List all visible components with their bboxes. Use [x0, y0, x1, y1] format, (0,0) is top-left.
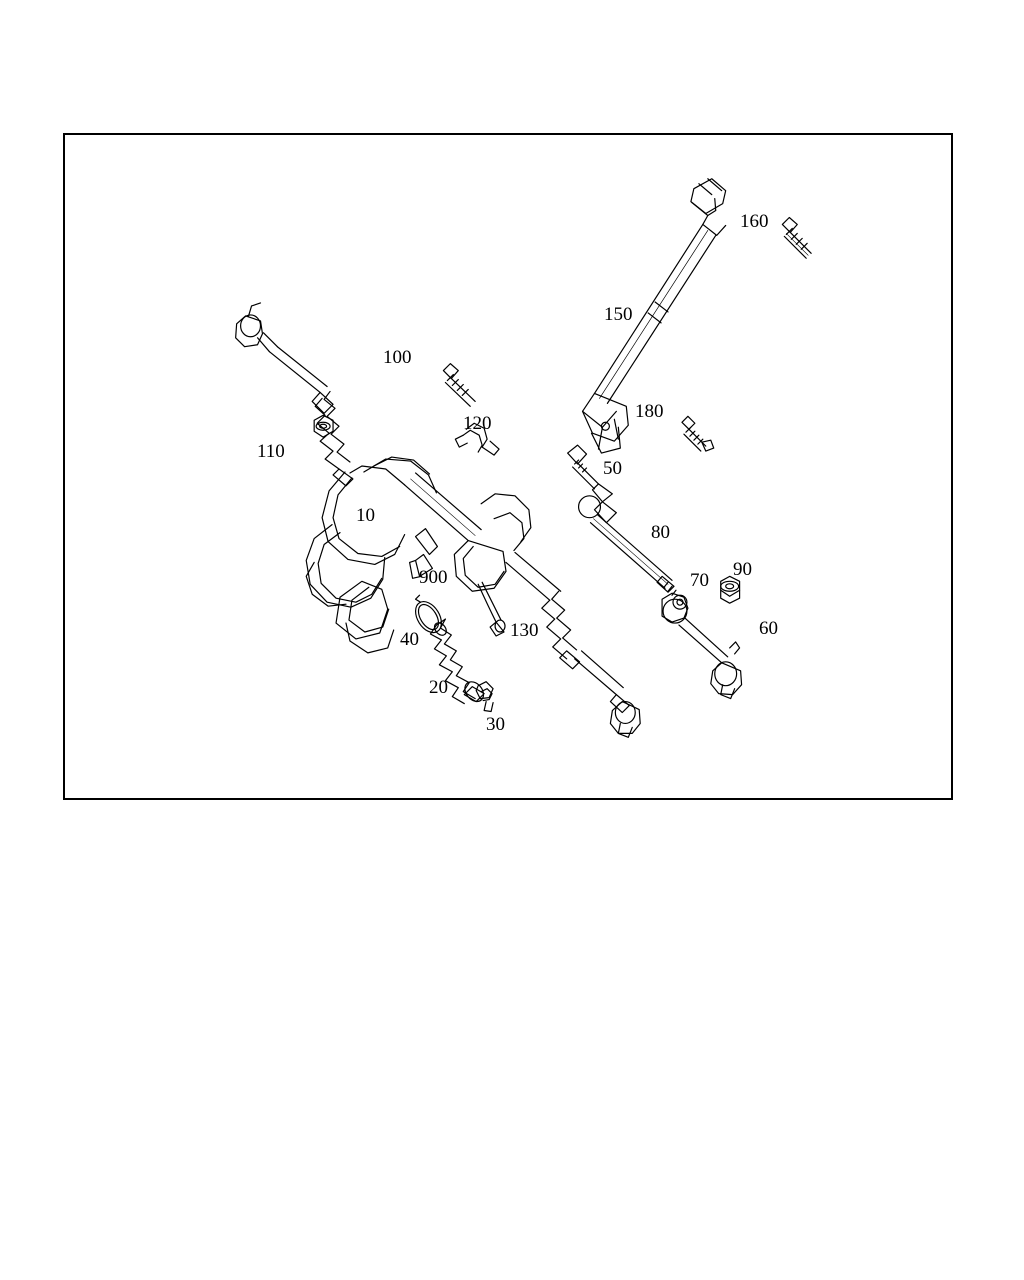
callout-70: 70	[690, 570, 709, 591]
diagram-frame	[63, 133, 953, 800]
callout-20: 20	[429, 677, 448, 698]
callout-40: 40	[400, 629, 419, 650]
callout-10: 10	[356, 505, 375, 526]
part-washer-70	[673, 595, 687, 609]
part-tie-rod-80	[579, 496, 676, 595]
part-bolt-180	[682, 416, 714, 451]
callout-120: 120	[463, 413, 492, 434]
part-pinion-shaft-50	[568, 445, 617, 523]
part-steering-gear-housing	[236, 303, 641, 737]
callout-150: 150	[604, 304, 633, 325]
callout-80: 80	[651, 522, 670, 543]
callout-160: 160	[740, 211, 769, 232]
part-tie-rod-end-60	[662, 593, 742, 698]
callout-100: 100	[383, 347, 412, 368]
callout-90: 90	[733, 559, 752, 580]
part-nut-90	[721, 576, 740, 603]
callout-60: 60	[759, 618, 778, 639]
callout-50: 50	[603, 458, 622, 479]
part-clamp-30	[476, 682, 493, 712]
callout-30: 30	[486, 714, 505, 735]
callout-110: 110	[257, 441, 285, 462]
callout-130: 130	[510, 620, 539, 641]
callout-180: 180	[635, 401, 664, 422]
part-bolt-160	[782, 218, 811, 259]
part-bolt-100	[443, 364, 475, 407]
diagram-illustration	[65, 135, 951, 798]
callout-900: 900	[419, 567, 448, 588]
